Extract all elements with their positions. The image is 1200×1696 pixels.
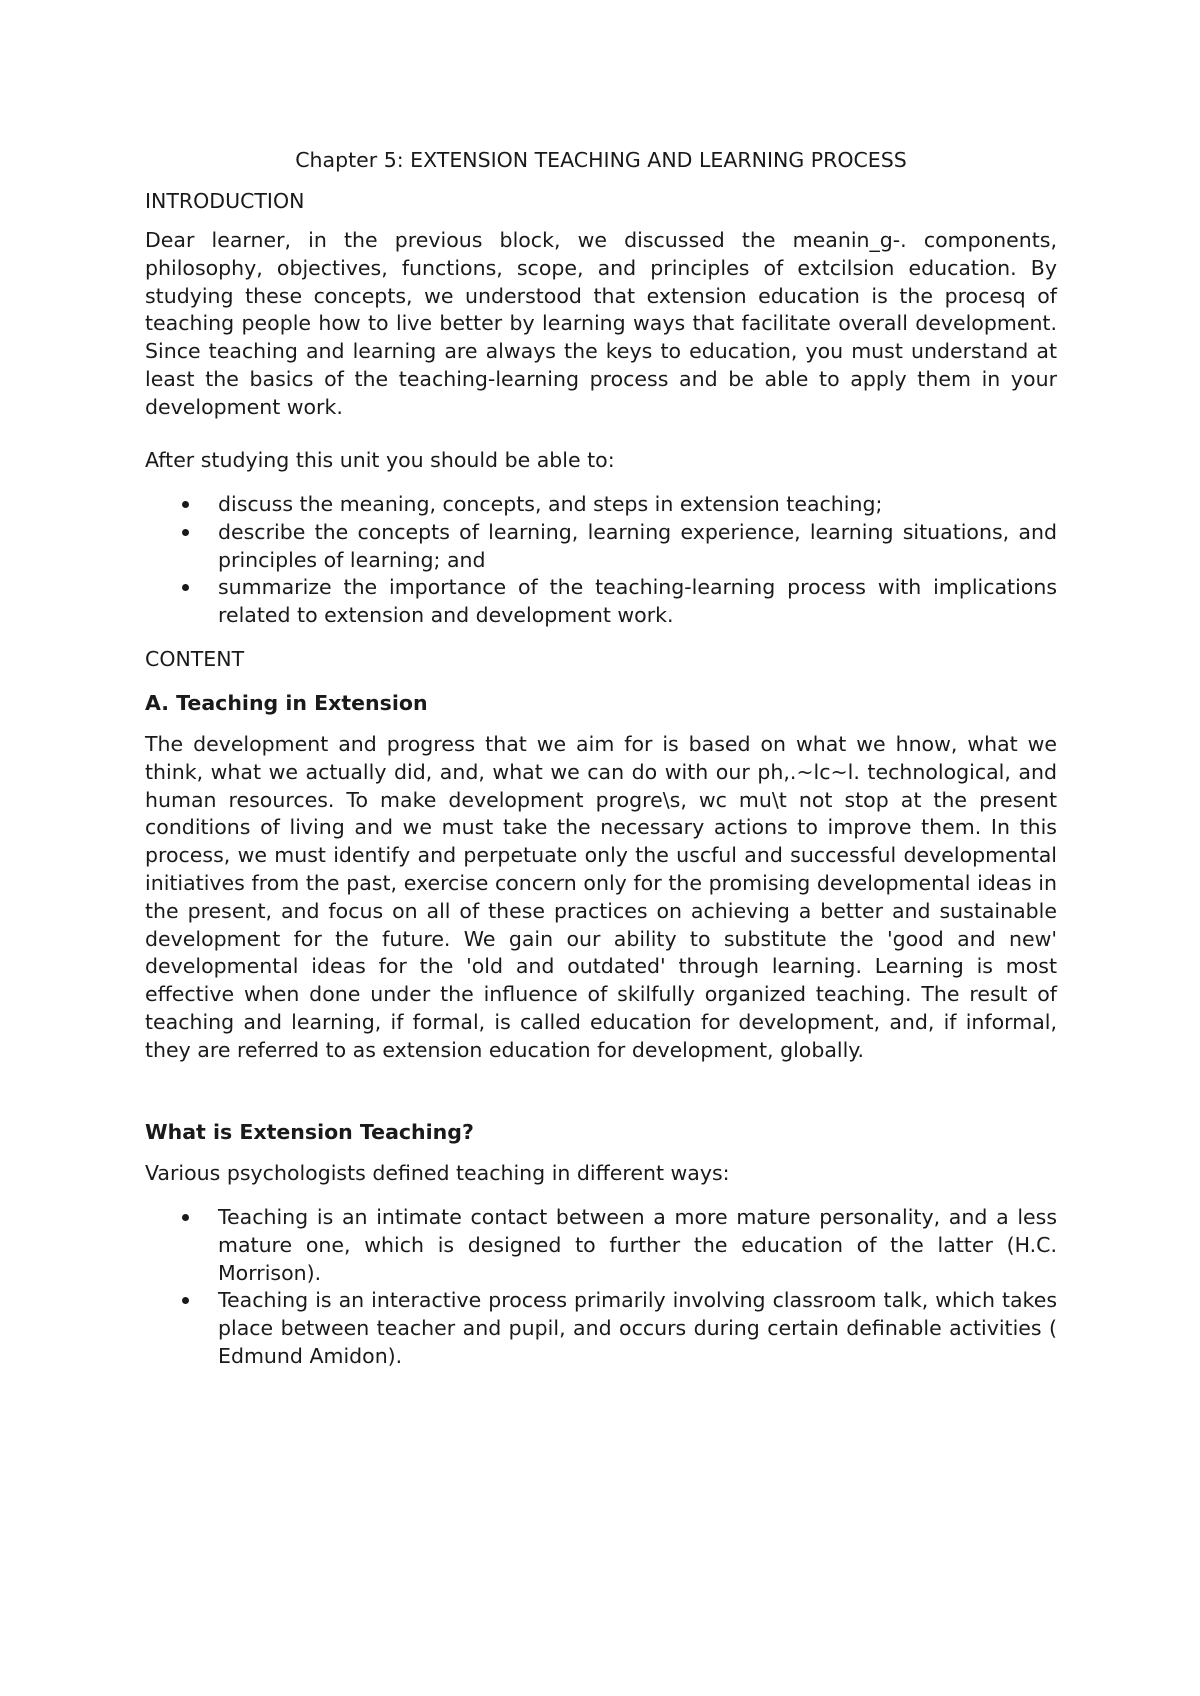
what-is-heading: What is Extension Teaching? bbox=[145, 1120, 474, 1144]
list-item: discuss the meaning, concepts, and steps in extension teaching; bbox=[145, 491, 1057, 519]
content-heading: CONTENT bbox=[145, 647, 245, 671]
bullet-icon bbox=[182, 1214, 189, 1221]
list-item: Teaching is an intimate contact between a more mature personality, and a less mature one, which is designed to further the education of the latter (H.C. Morrison). bbox=[145, 1204, 1057, 1287]
bullet-icon bbox=[182, 584, 189, 591]
section-a-heading: A. Teaching in Extension bbox=[145, 691, 428, 715]
list-item: summarize the importance of the teaching-learning process with implications related to extension and development work. bbox=[145, 574, 1057, 630]
list-item: describe the concepts of learning, learning experience, learning situations, and principles of learning; and bbox=[145, 519, 1057, 575]
chapter-title: Chapter 5: EXTENSION TEACHING AND LEARNING PROCESS bbox=[295, 148, 907, 172]
list-item: Teaching is an interactive process primarily involving classroom talk, which takes place between teacher and pupil, and occurs during certain definable activities ( Edmund Amidon). bbox=[145, 1287, 1057, 1370]
introduction-paragraph: Dear learner, in the previous block, we discussed the meanin_g-. components, philosophy, objectives, functions, scope, and principles of extcilsion education. By studying these concepts, we understood that extension education is the procesq of teaching people how to live better by learning ways that facilitate overall development. Since teaching and learning are always the keys to education, you must understand at least the basics of the teaching-learning process and be able to apply them in your development work. bbox=[145, 228, 1057, 419]
what-is-intro: Various psychologists defined teaching in different ways: bbox=[145, 1161, 730, 1185]
objectives-list bbox=[145, 491, 1057, 630]
introduction-heading: INTRODUCTION bbox=[145, 189, 305, 213]
section-a-paragraph: The development and progress that we aim for is based on what we hnow, what we think, what we actually did, and, what we can do with our ph,.~lc~l. technological, and human resources. To make development progre\s, wc mu\t not stop at the present conditions of living and we must take the necessary actions to improve them. In this process, we must identify and perpetuate only the uscful and successful developmental initiatives from the past, exercise concern only for the promising developmental ideas in the present, and focus on all of these practices on achieving a better and sustainable development for the future. We gain our ability to substitute the 'good and new' developmental ideas for the 'old and outdated' through learning. Learning is most effective when done under the influence of skilfully organized teaching. The result of teaching and learning, if formal, is called education for development, and, if informal, they are referred to as extension education for development, globally. bbox=[145, 732, 1057, 1062]
bullet-icon bbox=[182, 1297, 189, 1304]
objectives-intro: After studying this unit you should be able to: bbox=[145, 448, 615, 472]
bullet-icon bbox=[182, 501, 189, 508]
definitions-list bbox=[145, 1204, 1057, 1371]
bullet-icon bbox=[182, 529, 189, 536]
